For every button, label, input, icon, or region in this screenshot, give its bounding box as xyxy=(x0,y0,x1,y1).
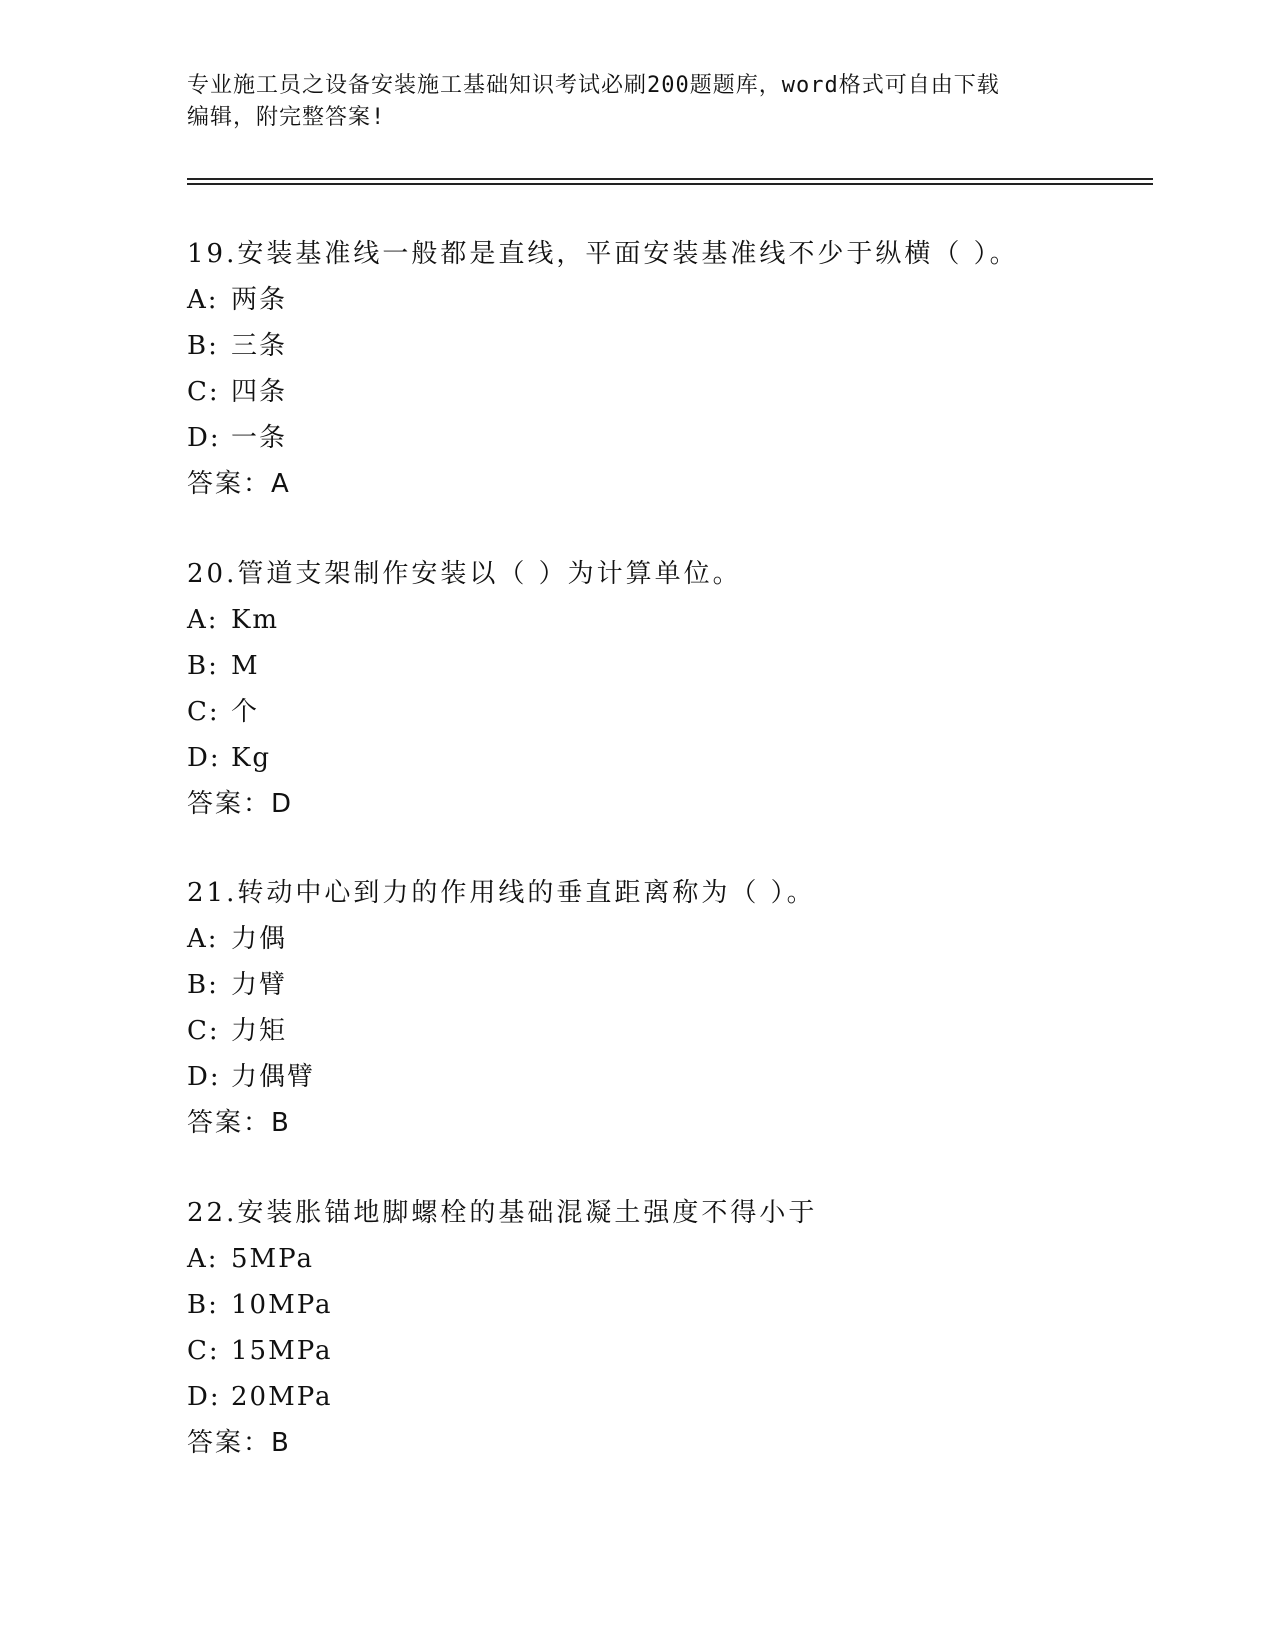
option-text: 力偶臂 xyxy=(231,1062,316,1092)
option-letter: B: xyxy=(187,331,219,361)
option-c xyxy=(187,696,1147,742)
question-block xyxy=(187,877,1147,1153)
option-a xyxy=(187,284,1147,330)
option-text: Km xyxy=(231,605,280,635)
question-title: 21.转动中心到力的作用线的垂直距离称为（ ）。 xyxy=(187,878,816,908)
option-letter: B: xyxy=(187,651,219,681)
header-line-2: 编辑，附完整答案! xyxy=(187,105,386,130)
option-letter: C: xyxy=(187,697,220,727)
option-letter: D: xyxy=(187,1062,221,1092)
header-line-1: 专业施工员之设备安装施工基础知识考试必刷200题题库，word格式可自由下载 xyxy=(187,73,1000,98)
option-text: 力臂 xyxy=(231,970,288,1000)
option-letter: D: xyxy=(187,1382,221,1412)
answer-line: 答案：B xyxy=(187,1108,291,1138)
option-letter: B: xyxy=(187,970,219,1000)
option-text: 15MPa xyxy=(231,1336,333,1366)
option-letter: A: xyxy=(187,1244,219,1274)
option-text: 20MPa xyxy=(231,1382,333,1412)
option-text: 个 xyxy=(231,697,260,727)
option-b xyxy=(187,330,1147,376)
option-d xyxy=(187,1061,1147,1107)
option-d xyxy=(187,1381,1147,1427)
option-b xyxy=(187,650,1147,696)
option-d xyxy=(187,742,1147,788)
answer-line: 答案：B xyxy=(187,1428,291,1458)
header-divider-top xyxy=(187,178,1153,180)
question-block xyxy=(187,238,1147,514)
question-title: 20.管道支架制作安装以（ ）为计算单位。 xyxy=(187,559,742,589)
question-title: 19.安装基准线一般都是直线，平面安装基准线不少于纵横（ ）。 xyxy=(187,239,1019,269)
option-text: 力矩 xyxy=(231,1016,288,1046)
option-text: 力偶 xyxy=(231,924,288,954)
option-text: 四条 xyxy=(231,377,288,407)
header-divider-bottom xyxy=(187,183,1153,185)
answer-line: 答案：A xyxy=(187,469,291,499)
option-text: 三条 xyxy=(231,331,288,361)
question-block xyxy=(187,558,1147,834)
answer-line: 答案：D xyxy=(187,789,294,819)
option-text: 10MPa xyxy=(231,1290,333,1320)
option-a xyxy=(187,604,1147,650)
option-c xyxy=(187,1015,1147,1061)
option-b xyxy=(187,969,1147,1015)
option-b xyxy=(187,1289,1147,1335)
question-block xyxy=(187,1197,1147,1473)
option-letter: C: xyxy=(187,377,220,407)
option-text: 两条 xyxy=(231,285,288,315)
document-header xyxy=(187,70,1067,134)
option-letter: B: xyxy=(187,1290,219,1320)
option-letter: C: xyxy=(187,1016,220,1046)
option-letter: C: xyxy=(187,1336,220,1366)
option-text: 5MPa xyxy=(231,1244,314,1274)
option-letter: D: xyxy=(187,743,221,773)
option-a xyxy=(187,1243,1147,1289)
option-d xyxy=(187,422,1147,468)
option-letter: A: xyxy=(187,605,219,635)
question-title: 22.安装胀锚地脚螺栓的基础混凝土强度不得小于 xyxy=(187,1198,818,1228)
option-text: M xyxy=(231,651,260,681)
option-letter: A: xyxy=(187,924,219,954)
option-c xyxy=(187,376,1147,422)
option-letter: A: xyxy=(187,285,219,315)
option-letter: D: xyxy=(187,423,221,453)
option-text: 一条 xyxy=(231,423,288,453)
option-text: Kg xyxy=(231,743,272,773)
option-a xyxy=(187,923,1147,969)
option-c xyxy=(187,1335,1147,1381)
